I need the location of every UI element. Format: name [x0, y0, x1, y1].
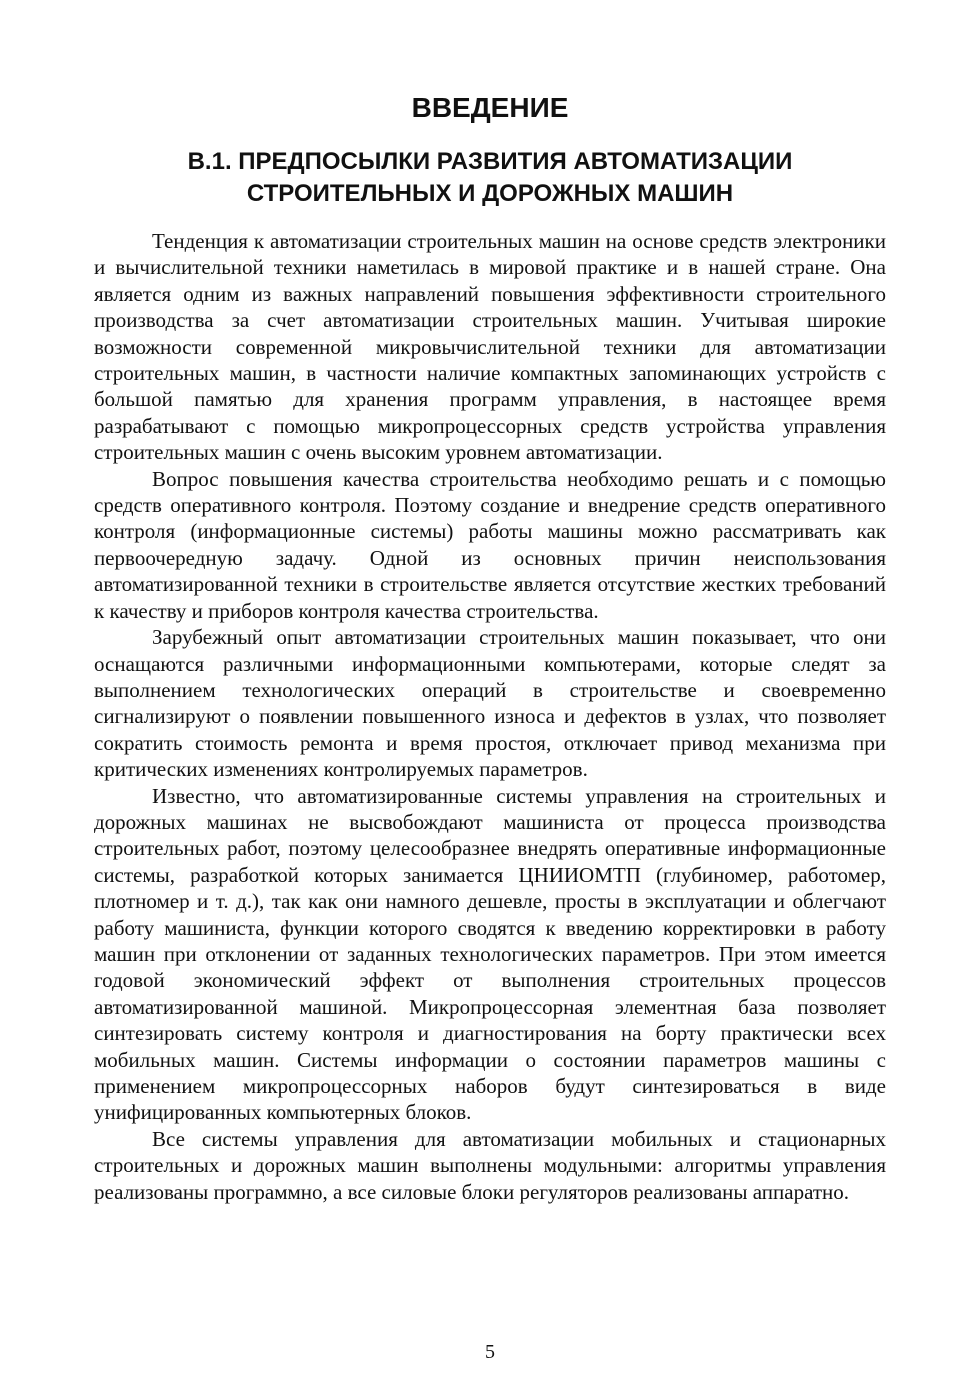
paragraph-1: Тенденция к автоматизации строительных машин на основе средств электроники и вычислительной техники наметилась в мировой практике и в нашей стране. Она является одним из важных направлений повышения эффективности строительного производства за счет автоматизации строительных машин. Учитывая широкие возможности современной микровычислительной техники для автоматизации строительных машин, в частности наличие компактных запоминающих устройств с большой памятью для хранения программ управления, в настоящее время разрабатывают с помощью микропроцессорных средств устройства управления строительных машин с очень высоким уровнем автоматизации.	[94, 229, 886, 465]
page-number: 5	[485, 1341, 495, 1363]
paragraph-4: Известно, что автоматизированные системы управления на строительных и дорожных машинах не высвобождают машиниста от процесса производства строительных работ, поэтому целесообразнее внедрять оперативные информационные системы, разработкой которых занимается ЦНИИОМТП (глубиномер, работомер, плотномер и т. д.), так как они намного дешевле, просты в эксплуатации и облегчают работу машиниста, функции которого сводятся к введению корректировки в работу машин при отклонении от заданных технологических параметров. При этом имеется годовой экономический эффект от выполнения строительных процессов автоматизированной машиной. Микропроцессорная элементная база позволяет синтезировать систему контроля и диагностирования на борту практически всех мобильных машин. Системы информации о состоянии параметров машины с применением микропроцессорных наборов будут синтезироваться в виде унифицированных компьютерных блоков.	[94, 783, 886, 1125]
body-text	[94, 228, 886, 1205]
chapter-title: ВВЕДЕНИЕ	[411, 92, 569, 123]
paragraph-3: Зарубежный опыт автоматизации строительных машин показывает, что они оснащаются различными информационными компьютерами, которые следят за выполнением технологических операций в строительстве и своевременно сигнализируют о появлении повышенного износа и дефектов в узлах, что позволяет сократить стоимость ремонта и время простоя, отключает привод механизма при критических изменениях контролируемых параметров.	[94, 625, 886, 782]
paragraph-5: Все системы управления для автоматизации мобильных и стационарных строительных и дорожных машин выполнены модульными: алгоритмы управления реализованы программно, а все силовые блоки регуляторов реализованы аппаратно.	[94, 1126, 886, 1204]
section-title-line-2: СТРОИТЕЛЬНЫХ И ДОРОЖНЫХ МАШИН	[246, 180, 734, 207]
section-title	[120, 146, 860, 210]
section-title-line-1: В.1. ПРЕДПОСЫЛКИ РАЗВИТИЯ АВТОМАТИЗАЦИИ	[187, 148, 793, 175]
paragraph-2: Вопрос повышения качества строительства необходимо решать и с помощью средств оперативного контроля. Поэтому создание и внедрение средств оперативного контроля (информационные системы) работы машины можно рассматривать как первоочередную задачу. Одной из основных причин неиспользования автоматизированной техники в строительстве является отсутствие жестких требований к качеству и приборов контроля качества строительства.	[94, 466, 886, 623]
